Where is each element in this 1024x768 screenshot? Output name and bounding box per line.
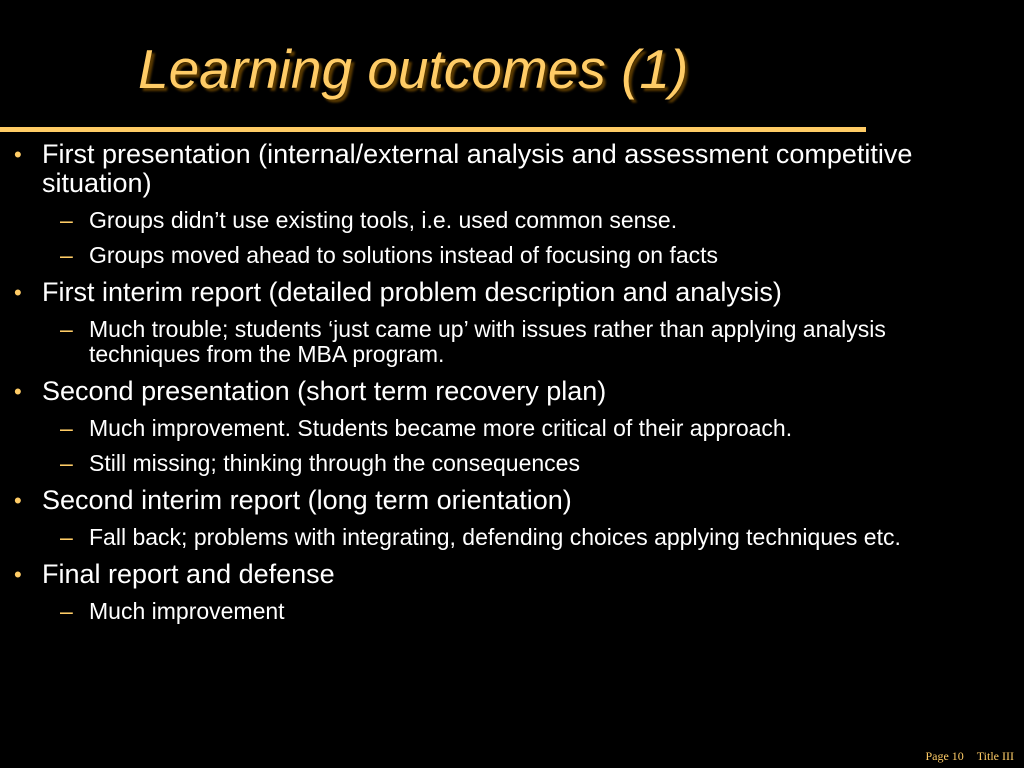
bullet-item [0, 278, 1000, 307]
sub-bullet-item [0, 599, 1000, 624]
bullet-item [0, 486, 1000, 515]
sub-bullet-item [0, 317, 1000, 367]
page-number: Page 10 [925, 749, 964, 763]
sub-bullet-item [0, 208, 1000, 233]
bullet-icon: • [14, 142, 22, 167]
bullet-text: Final report and defense [42, 559, 335, 589]
sub-bullet-item [0, 243, 1000, 268]
dash-icon: – [60, 316, 73, 342]
dash-icon: – [60, 450, 73, 476]
footer-label: Title III [976, 749, 1014, 763]
sub-bullet-text: Much improvement. Students became more critical of their approach. [89, 415, 793, 441]
slide-footer [915, 749, 1014, 764]
dash-icon: – [60, 524, 73, 550]
slide-content [0, 140, 1000, 634]
bullet-text: First interim report (detailed problem description and analysis) [42, 277, 782, 307]
dash-icon: – [60, 207, 73, 233]
bullet-item [0, 377, 1000, 406]
dash-icon: – [60, 598, 73, 624]
sub-bullet-text: Much improvement [89, 598, 285, 624]
sub-bullet-text: Groups didn’t use existing tools, i.e. used common sense. [89, 207, 678, 233]
sub-bullet-text: Much trouble; students ‘just came up’ with issues rather than applying analysis techniques from the MBA program. [89, 316, 886, 367]
sub-bullet-text: Still missing; thinking through the consequences [89, 450, 580, 476]
slide-title: Learning outcomes (1) [138, 38, 689, 100]
title-underline [0, 127, 866, 132]
bullet-icon: • [14, 488, 22, 513]
sub-bullet-text: Fall back; problems with integrating, defending choices applying techniques etc. [89, 524, 901, 550]
bullet-item [0, 140, 1000, 198]
bullet-text: Second interim report (long term orientation) [42, 485, 572, 515]
sub-bullet-text: Groups moved ahead to solutions instead of focusing on facts [89, 242, 719, 268]
bullet-icon: • [14, 562, 22, 587]
bullet-icon: • [14, 280, 22, 305]
sub-bullet-item [0, 416, 1000, 441]
dash-icon: – [60, 415, 73, 441]
sub-bullet-item [0, 525, 1000, 550]
sub-bullet-item [0, 451, 1000, 476]
bullet-text: First presentation (internal/external analysis and assessment competitive situation) [42, 139, 913, 198]
dash-icon: – [60, 242, 73, 268]
bullet-item [0, 560, 1000, 589]
bullet-text: Second presentation (short term recovery plan) [42, 376, 607, 406]
bullet-icon: • [14, 379, 22, 404]
